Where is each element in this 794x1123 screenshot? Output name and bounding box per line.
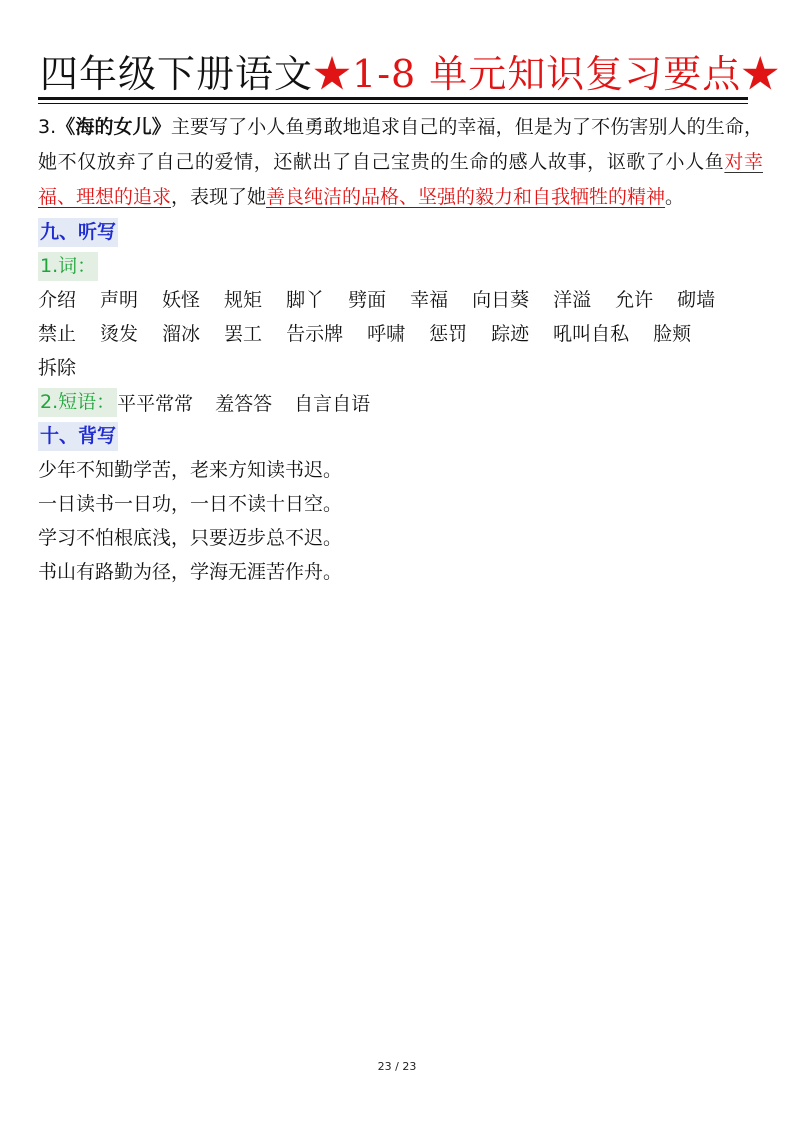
word-item: 禁止 xyxy=(38,323,77,345)
phrase-item: 自言自语 xyxy=(294,392,371,415)
word-item: 幸福 xyxy=(410,289,449,311)
word-item: 声明 xyxy=(100,289,139,311)
item-3-text-2: ，表现了她 xyxy=(171,186,267,208)
word-item: 劈面 xyxy=(348,289,387,311)
item-3-emphasis-1: 对幸福、理想的追求 xyxy=(38,151,763,208)
word-item: 惩罚 xyxy=(429,323,468,345)
word-item: 介绍 xyxy=(38,289,77,311)
section-10-heading-row xyxy=(38,419,763,453)
word-item: 烫发 xyxy=(100,323,139,345)
poem-line: 少年不知勤学苦，老来方知读书迟。 xyxy=(38,459,343,481)
word-item: 向日葵 xyxy=(472,289,530,311)
page-title xyxy=(40,52,780,98)
word-item: 脸颊 xyxy=(653,323,692,345)
title-main: 四年级下册语文 xyxy=(40,52,314,96)
item-3-text-1: 主要写了小人鱼勇敢地追求自己的幸福，但是为了不伤害别人的生命，她不仅放弃了自己的爱情，还献出了自己宝贵的生命的感人故事，讴歌了小人鱼 xyxy=(38,116,763,173)
title-highlight: ★1-8 单元知识复习要点★ xyxy=(313,52,781,96)
word-item: 吼叫自私 xyxy=(553,323,630,345)
word-item: 罢工 xyxy=(224,323,263,345)
poem-line: 书山有路勤为径，学海无涯苦作舟。 xyxy=(38,561,343,583)
phrases-label: 2.短语： xyxy=(38,388,117,417)
word-item: 拆除 xyxy=(38,357,77,379)
word-item: 砌墙 xyxy=(677,289,716,311)
poem-line: 学习不怕根底浅，只要迈步总不迟。 xyxy=(38,527,343,549)
phrases-row xyxy=(38,385,763,419)
section-9-heading-row xyxy=(38,215,763,249)
word-item: 呼啸 xyxy=(367,323,406,345)
word-item: 脚丫 xyxy=(286,289,325,311)
word-item: 告示牌 xyxy=(286,323,344,345)
item-3-paragraph xyxy=(38,110,763,215)
word-item: 规矩 xyxy=(224,289,263,311)
item-3-number: 3. xyxy=(38,116,57,138)
section-10-heading: 十、背写 xyxy=(38,422,118,451)
word-item: 洋溢 xyxy=(553,289,592,311)
word-item: 妖怪 xyxy=(162,289,201,311)
item-3-text-3: 。 xyxy=(665,186,685,208)
word-item: 允许 xyxy=(615,289,654,311)
word-list xyxy=(38,283,763,385)
section-9-heading: 九、听写 xyxy=(38,218,118,247)
page-number: 23 / 23 xyxy=(377,1060,417,1073)
words-label: 1.词： xyxy=(38,252,98,281)
title-rule-thin xyxy=(38,103,748,104)
phrase-item: 羞答答 xyxy=(215,392,273,415)
words-label-row xyxy=(38,249,763,283)
title-rule-thick xyxy=(38,97,748,100)
word-item: 踪迹 xyxy=(491,323,530,345)
item-3-book-title: 《海的女儿》 xyxy=(56,116,171,138)
phrase-item: 平平常常 xyxy=(117,392,194,415)
word-item: 溜冰 xyxy=(162,323,201,345)
poem-line: 一日读书一日功，一日不读十日空。 xyxy=(38,493,343,515)
content xyxy=(38,110,763,589)
item-3-emphasis-2: 善良纯洁的品格、坚强的毅力和自我牺牲的精神 xyxy=(266,186,666,208)
